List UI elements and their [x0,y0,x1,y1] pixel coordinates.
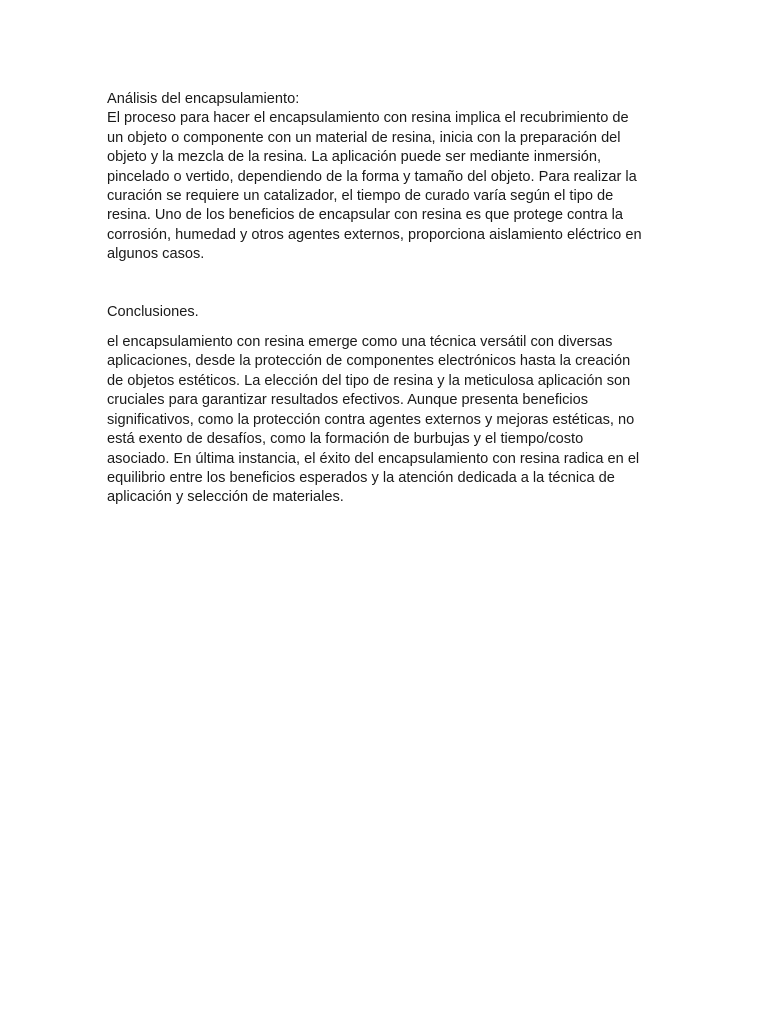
analysis-line: resina. Uno de los beneficios de encapsular con resina es que protege contra la [107,207,623,224]
conclusions-line: el encapsulamiento con resina emerge como una técnica versátil con diversas [107,334,613,351]
analysis-line: corrosión, humedad y otros agentes externos, proporciona aislamiento eléctrico en [107,226,642,243]
analysis-line: El proceso para hacer el encapsulamiento con resina implica el recubrimiento de [107,110,629,127]
analysis-section [107,90,667,265]
analysis-line: objeto y la mezcla de la resina. La aplicación puede ser mediante inmersión, [107,149,602,166]
conclusions-line: aplicaciones, desde la protección de componentes electrónicos hasta la creación [107,353,631,370]
analysis-line: curación se requiere un catalizador, el tiempo de curado varía según el tipo de [107,188,614,205]
conclusions-line: de objetos estéticos. La elección del tipo de resina y la meticulosa aplicación son [107,372,631,389]
conclusions-line: equilibrio entre los beneficios esperados y la atención dedicada a la técnica de [107,469,615,486]
conclusions-section [107,333,667,508]
analysis-title: Análisis del encapsulamiento: [107,91,300,107]
analysis-line: pincelado o vertido, dependiendo de la forma y tamaño del objeto. Para realizar la [107,168,637,185]
conclusions-line: significativos, como la protección contra agentes externos y mejoras estéticas, no [107,411,635,428]
conclusions-heading [107,303,667,322]
conclusions-line: asociado. En última instancia, el éxito del encapsulamiento con resina radica en el [107,450,640,467]
conclusions-title: Conclusiones. [107,303,199,320]
analysis-line: un objeto o componente con un material de resina, inicia con la preparación del [107,129,621,146]
analysis-line: algunos casos. [107,246,205,263]
conclusions-line: está exento de desafíos, como la formación de burbujas y el tiempo/costo [107,431,584,448]
conclusions-line: cruciales para garantizar resultados efectivos. Aunque presenta beneficios [107,392,589,409]
document-content [107,90,667,508]
conclusions-line: aplicación y selección de materiales. [107,489,344,506]
